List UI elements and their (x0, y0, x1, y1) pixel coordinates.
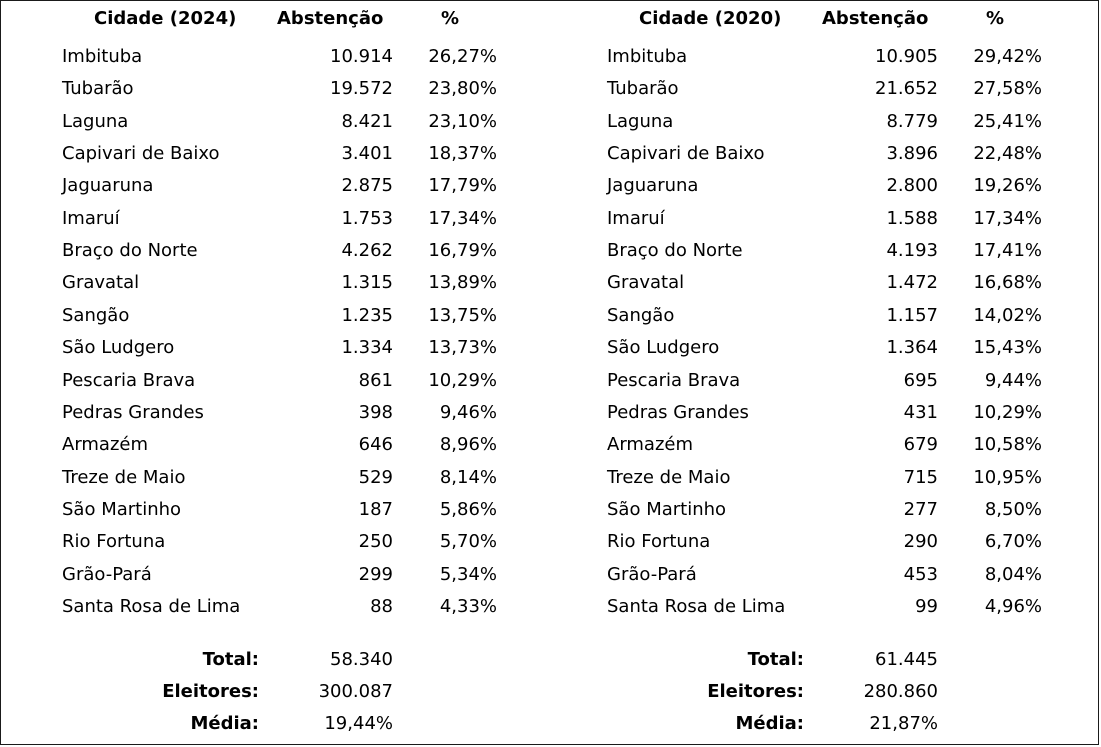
city-cell: São Ludgero (607, 337, 720, 359)
summary-label: Total: (747, 649, 804, 670)
absention-cell: 861 (358, 369, 393, 391)
table-row (1, 170, 521, 202)
summary-row (1, 676, 521, 708)
city-cell: Laguna (62, 110, 129, 132)
summary-label: Eleitores: (162, 681, 259, 702)
city-cell: Grão-Pará (62, 563, 152, 585)
table-row (1, 235, 521, 267)
city-cell: São Martinho (607, 498, 727, 520)
absention-cell: 1.753 (341, 207, 393, 229)
absention-cell: 1.315 (341, 272, 393, 294)
absention-cell: 99 (915, 595, 938, 617)
percent-cell: 27,58% (973, 78, 1042, 100)
table-row (546, 267, 1066, 299)
absention-cell: 453 (903, 563, 938, 585)
table-row (1, 267, 521, 299)
absention-cell: 1.235 (341, 304, 393, 326)
table-row (546, 73, 1066, 105)
percent-cell: 13,89% (428, 272, 497, 294)
percent-cell: 8,14% (439, 466, 497, 488)
city-cell: Imaruí (62, 207, 120, 229)
absention-cell: 1.472 (886, 272, 938, 294)
table-row (1, 397, 521, 429)
absention-cell: 1.364 (886, 337, 938, 359)
absention-cell: 4.193 (886, 240, 938, 262)
summary-row (546, 644, 1066, 676)
summary-label: Média: (735, 713, 804, 734)
summary-label: Eleitores: (707, 681, 804, 702)
table-row (546, 235, 1066, 267)
table-row (1, 526, 521, 558)
header-absention: Abstenção (277, 8, 384, 29)
city-cell: Grão-Pará (607, 563, 697, 585)
city-cell: Capivari de Baixo (607, 143, 765, 165)
table-row (1, 462, 521, 494)
percent-cell: 22,48% (973, 143, 1042, 165)
table-row (546, 41, 1066, 73)
percent-cell: 13,75% (428, 304, 497, 326)
city-cell: Imaruí (607, 207, 665, 229)
city-cell: Laguna (607, 110, 674, 132)
percent-cell: 5,34% (439, 563, 497, 585)
absention-cell: 21.652 (875, 78, 938, 100)
absention-cell: 529 (358, 466, 393, 488)
absention-cell: 646 (358, 434, 393, 456)
city-cell: Braço do Norte (607, 240, 743, 262)
percent-cell: 10,29% (973, 401, 1042, 423)
city-cell: Gravatal (62, 272, 140, 294)
table-row (546, 429, 1066, 461)
summary-row (1, 708, 521, 740)
table-row (1, 365, 521, 397)
city-cell: Treze de Maio (607, 466, 731, 488)
city-cell: Pedras Grandes (607, 401, 749, 423)
percent-cell: 5,70% (439, 531, 497, 553)
city-cell: Tubarão (607, 78, 679, 100)
header-percent: % (986, 8, 1005, 29)
absention-cell: 3.401 (341, 143, 393, 165)
table-row (546, 332, 1066, 364)
absention-cell: 250 (358, 531, 393, 553)
summary-label: Total: (202, 649, 259, 670)
city-cell: São Ludgero (62, 337, 175, 359)
percent-cell: 18,37% (428, 143, 497, 165)
table-row (1, 300, 521, 332)
header-absention: Abstenção (822, 8, 929, 29)
table-row (1, 494, 521, 526)
city-cell: Armazém (62, 434, 149, 456)
city-cell: Armazém (607, 434, 694, 456)
city-cell: Imbituba (62, 46, 143, 67)
table-row (546, 300, 1066, 332)
city-cell: Rio Fortuna (62, 531, 166, 553)
percent-cell: 26,27% (428, 46, 497, 67)
header-percent: % (441, 8, 460, 29)
absention-cell: 3.896 (886, 143, 938, 165)
city-cell: Tubarão (62, 78, 134, 100)
table-row (1, 203, 521, 235)
absention-cell: 2.800 (886, 175, 938, 197)
table-row (546, 397, 1066, 429)
absention-cell: 8.421 (341, 110, 393, 132)
table-row (546, 526, 1066, 558)
summary-value: 280.860 (863, 681, 938, 702)
summary-value: 58.340 (330, 649, 393, 670)
summary-row (546, 708, 1066, 740)
percent-cell: 29,42% (973, 46, 1042, 67)
table-row (546, 365, 1066, 397)
summary-label: Média: (190, 713, 259, 734)
absention-cell: 277 (903, 498, 938, 520)
city-cell: Braço do Norte (62, 240, 198, 262)
table-row (1, 73, 521, 105)
percent-cell: 10,29% (428, 369, 497, 391)
absention-cell: 8.779 (886, 110, 938, 132)
table-row (1, 106, 521, 138)
table-2020 (546, 1, 1066, 746)
percent-cell: 8,96% (439, 434, 497, 456)
summary-value: 19,44% (324, 713, 393, 734)
city-cell: São Martinho (62, 498, 182, 520)
percent-cell: 25,41% (973, 110, 1042, 132)
city-cell: Gravatal (607, 272, 685, 294)
table-row (1, 559, 521, 591)
city-cell: Treze de Maio (62, 466, 186, 488)
percent-cell: 19,26% (973, 175, 1042, 197)
table-row (546, 203, 1066, 235)
summary-row (1, 644, 521, 676)
absention-cell: 695 (903, 369, 938, 391)
summary-value: 61.445 (875, 649, 938, 670)
percent-cell: 23,10% (428, 110, 497, 132)
city-cell: Rio Fortuna (607, 531, 711, 553)
absention-cell: 1.157 (886, 304, 938, 326)
percent-cell: 6,70% (984, 531, 1042, 553)
percent-cell: 5,86% (439, 498, 497, 520)
percent-cell: 17,41% (973, 240, 1042, 262)
absention-cell: 299 (358, 563, 393, 585)
absention-cell: 2.875 (341, 175, 393, 197)
table-row (546, 462, 1066, 494)
percent-cell: 17,79% (428, 175, 497, 197)
percent-cell: 23,80% (428, 78, 497, 100)
percent-cell: 8,50% (984, 498, 1042, 520)
city-cell: Pedras Grandes (62, 401, 204, 423)
table-2024 (1, 1, 521, 746)
city-cell: Pescaria Brava (607, 369, 741, 391)
city-cell: Santa Rosa de Lima (607, 595, 786, 617)
percent-cell: 16,68% (973, 272, 1042, 294)
city-cell: Jaguaruna (62, 175, 154, 197)
table-row (546, 106, 1066, 138)
absention-cell: 187 (358, 498, 393, 520)
percent-cell: 17,34% (428, 207, 497, 229)
percent-cell: 4,96% (984, 595, 1042, 617)
absention-cell: 715 (903, 466, 938, 488)
summary-value: 21,87% (869, 713, 938, 734)
absention-cell: 1.588 (886, 207, 938, 229)
percent-cell: 8,04% (984, 563, 1042, 585)
summary-value: 300.087 (318, 681, 393, 702)
percent-cell: 13,73% (428, 337, 497, 359)
absention-cell: 1.334 (341, 337, 393, 359)
percent-cell: 4,33% (439, 595, 497, 617)
absention-cell: 10.914 (330, 46, 393, 67)
city-cell: Santa Rosa de Lima (62, 595, 241, 617)
percent-cell: 16,79% (428, 240, 497, 262)
city-cell: Pescaria Brava (62, 369, 196, 391)
city-cell: Imbituba (607, 46, 688, 67)
city-cell: Sangão (607, 304, 675, 326)
absention-cell: 398 (358, 401, 393, 423)
table-row (1, 332, 521, 364)
table-row (1, 41, 521, 73)
header-city: Cidade (2020) (639, 8, 782, 29)
absention-cell: 290 (903, 531, 938, 553)
city-cell: Jaguaruna (607, 175, 699, 197)
table-row (1, 429, 521, 461)
table-row (546, 138, 1066, 170)
table-row (546, 559, 1066, 591)
table-row (1, 591, 521, 623)
percent-cell: 10,95% (973, 466, 1042, 488)
table-row (546, 170, 1066, 202)
header-city: Cidade (2024) (94, 8, 237, 29)
percent-cell: 15,43% (973, 337, 1042, 359)
table-row (546, 591, 1066, 623)
summary-row (546, 676, 1066, 708)
percent-cell: 17,34% (973, 207, 1042, 229)
percent-cell: 10,58% (973, 434, 1042, 456)
table-row (546, 494, 1066, 526)
absention-cell: 10.905 (875, 46, 938, 67)
percent-cell: 9,44% (984, 369, 1042, 391)
absention-cell: 4.262 (341, 240, 393, 262)
absention-cell: 19.572 (330, 78, 393, 100)
percent-cell: 9,46% (439, 401, 497, 423)
table-row (1, 138, 521, 170)
absention-cell: 431 (903, 401, 938, 423)
absention-cell: 88 (370, 595, 393, 617)
city-cell: Sangão (62, 304, 130, 326)
percent-cell: 14,02% (973, 304, 1042, 326)
city-cell: Capivari de Baixo (62, 143, 220, 165)
absention-cell: 679 (903, 434, 938, 456)
